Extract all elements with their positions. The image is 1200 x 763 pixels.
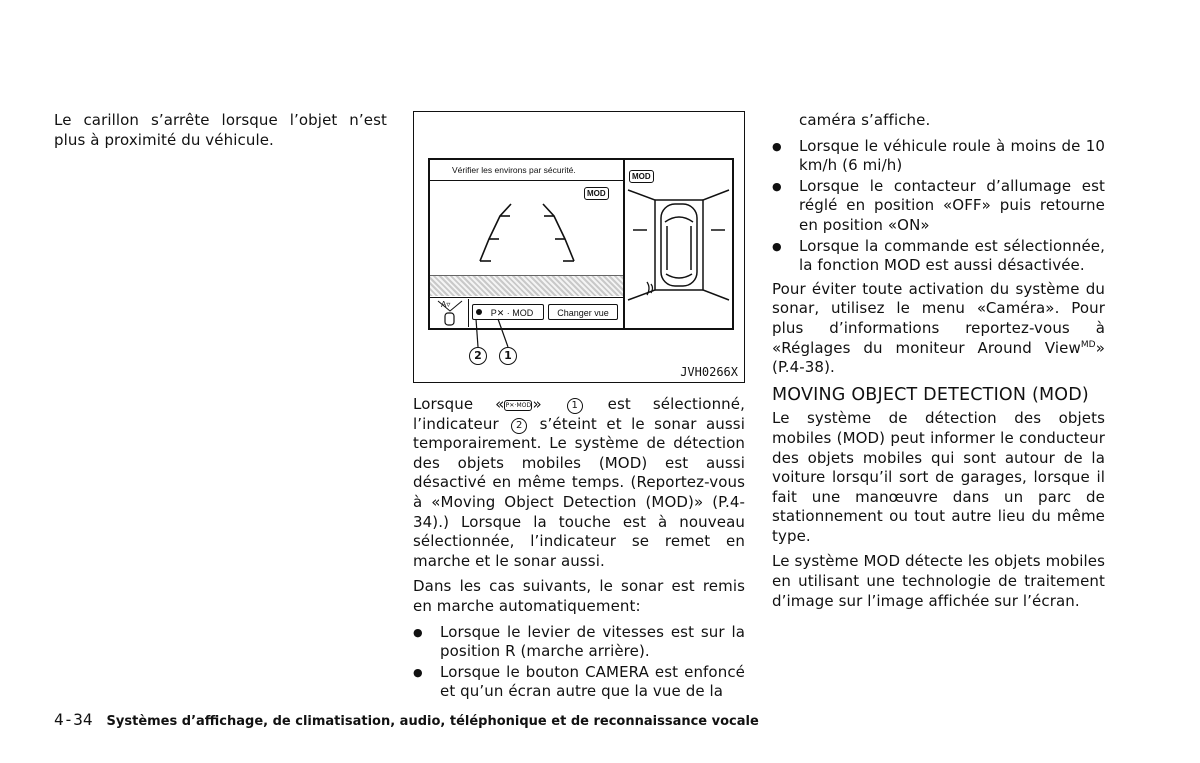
superscript: MD [1080,339,1096,350]
sonar-label: A▿ [441,300,451,309]
sonar-mod-toggle-button[interactable] [472,304,544,320]
mod-badge-left: MOD [584,187,609,200]
button-row [430,297,623,329]
callout-2: 2 [469,347,487,365]
paragraph: Le système de détection des objets mobiles (MOD) peut informer le conducteur des objets mobiles qui sont autour de la voiture lorsqu’il sort de garages, lorsque il fait une manœuvre dans un parc de stationnement ou tout autre lieu du même type. [772,409,1105,545]
callout-1-ref: 1 [567,398,583,414]
figure-camera-display [413,111,745,383]
paragraph: Le système MOD détecte les objets mobiles en utilisant une technologie de traitement d’image sur l’image affichée sur l’écran. [772,552,1105,610]
text-run: Lorsque « [413,395,505,413]
change-view-button[interactable]: Changer vue [548,304,618,320]
indicator-dot-icon [476,309,482,315]
list-item: ● Lorsque le levier de vitesses est sur la position R (marche arrière). [413,623,745,662]
sonar-car-icon [432,299,468,327]
left-column [54,111,387,156]
rear-view-panel [430,160,625,328]
text-run: s’éteint et le sonar aussi temporairement. Le système de détection des objets mobiles (MOD) est aussi désactivé en même temps. (Reportez-vous à «Moving Object Detection (MOD)» (P.4-34).) Lorsque la touche est à nouveau sélectionnée, l’indicateur se remet en marche et le sonar aussi. [413,414,745,570]
text-run: » [532,395,542,413]
paragraph [413,395,745,571]
list-item: ● Lorsque la commande est sélectionnée, la fonction MOD est aussi désactivée. [772,237,1105,276]
bullet-list [413,623,745,702]
sonar-mod-label: P✕ · MOD [490,308,534,318]
ground-area [430,275,623,296]
section-heading: MOVING OBJECT DETECTION (MOD) [772,384,1089,405]
text-run: Pour éviter toute activation du système du sonar, utilisez le menu «Caméra». Pour plus d’informations reportez-vous à «Réglages du moniteur Around View [772,279,1105,357]
list-item: ● Lorsque le véhicule roule à moins de 10 km/h (6 mi/h) [772,137,1105,176]
paragraph: Dans les cas suivants, le sonar est remis en marche automatiquement: [413,577,745,615]
figure-code: JVH0266X [680,365,738,379]
screen-header: Vérifier les environs par sécurité. [430,160,623,181]
list-item: ● Lorsque le bouton CAMERA est enfoncé et qu’un écran autre que la vue de la [413,663,745,702]
guide-lines-icon [430,160,623,275]
sonar-mod-button-icon: P✕·MOD [505,402,532,409]
sonar-indicator [432,299,469,327]
right-column [772,111,1105,617]
page-number: 4-34 [54,710,93,729]
display-screen [428,158,734,330]
around-view-panel [625,160,732,328]
callout-2-ref: 2 [511,418,527,434]
top-view-car-icon [625,160,732,328]
list-item: ● Lorsque le contacteur d’allumage est réglé en position «OFF» puis retourne en position «ON» [772,177,1105,236]
mod-badge-right: MOD [629,170,654,183]
paragraph [772,280,1105,378]
text-run: est sélectionné, l’indicateur [413,395,745,433]
paragraph: Le carillon s’arrête lorsque l’objet n’est plus à proximité du véhicule. [54,111,387,149]
list-continuation: caméra s’affiche. [799,111,931,129]
middle-column [413,395,745,706]
chapter-title: Systèmes d’affichage, de climatisation, audio, téléphonique et de reconnaissance vocale [106,714,759,729]
callout-1: 1 [499,347,517,365]
bullet-list [772,137,1105,276]
page-footer [54,710,759,729]
text-run: » (P.4-38). [772,338,1105,377]
